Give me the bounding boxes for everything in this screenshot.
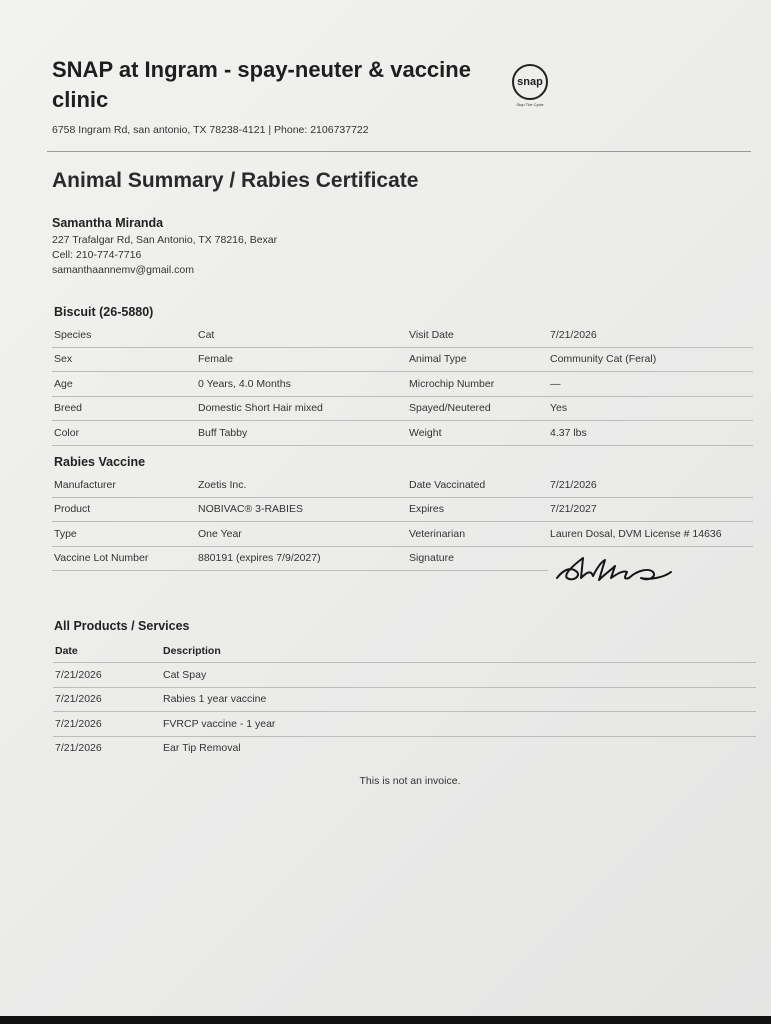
- field-label: Date Vaccinated: [407, 473, 548, 497]
- table-row: [52, 396, 753, 421]
- service-description: FVRCP vaccine - 1 year: [161, 712, 756, 737]
- table-row: [52, 323, 753, 347]
- service-date: 7/21/2026: [53, 712, 161, 737]
- field-label: Expires: [407, 497, 548, 522]
- field-value: 880191 (expires 7/9/2027): [196, 546, 407, 571]
- field-value: Community Cat (Feral): [548, 347, 753, 372]
- clinic-address: 6758 Ingram Rd, san antonio, TX 78238-4121 | Phone: 2106737722: [52, 124, 369, 136]
- photo-bottom-edge: [0, 1016, 771, 1024]
- field-value: 7/21/2026: [548, 323, 753, 347]
- table-row: [52, 347, 753, 372]
- field-label: Type: [52, 522, 196, 547]
- service-date: 7/21/2026: [53, 687, 161, 712]
- document-title: Animal Summary / Rabies Certificate: [52, 169, 419, 192]
- snap-logo-tagline: Stop The Cycle: [516, 102, 544, 107]
- not-an-invoice-note: This is not an invoice.: [359, 775, 461, 787]
- field-value: NOBIVAC® 3-RABIES: [196, 497, 407, 522]
- field-value: Cat: [196, 323, 407, 347]
- owner-cell: Cell: 210-774-7716: [52, 249, 142, 261]
- field-value: 7/21/2027: [548, 497, 753, 522]
- field-value: —: [548, 372, 753, 397]
- animal-details-table: [52, 323, 753, 446]
- field-label: Weight: [407, 421, 548, 446]
- field-label: Vaccine Lot Number: [52, 546, 196, 571]
- field-label: Spayed/Neutered: [407, 396, 548, 421]
- field-label: Microchip Number: [407, 372, 548, 397]
- table-row: [52, 522, 753, 547]
- products-section-title: All Products / Services: [54, 619, 190, 633]
- products-table: [53, 640, 756, 760]
- snap-logo: [508, 64, 552, 110]
- field-label: Manufacturer: [52, 473, 196, 497]
- field-value: Yes: [548, 396, 753, 421]
- column-header-description: Description: [161, 640, 756, 663]
- table-row: [52, 473, 753, 497]
- table-header-row: [53, 640, 756, 663]
- table-row: [53, 736, 756, 760]
- field-label: Sex: [52, 347, 196, 372]
- animal-section-title: Biscuit (26-5880): [54, 305, 154, 319]
- table-row: [53, 687, 756, 712]
- veterinarian-signature: [553, 548, 683, 590]
- service-description: Cat Spay: [161, 663, 756, 688]
- service-date: 7/21/2026: [53, 663, 161, 688]
- owner-name: Samantha Miranda: [52, 216, 164, 230]
- snap-logo-circle: snap: [512, 64, 548, 100]
- header-divider: [47, 151, 751, 152]
- table-row: [52, 497, 753, 522]
- field-label: Signature: [407, 546, 548, 571]
- field-label: Animal Type: [407, 347, 548, 372]
- field-label: Product: [52, 497, 196, 522]
- service-description: Ear Tip Removal: [163, 742, 241, 755]
- field-value: Buff Tabby: [196, 421, 407, 446]
- table-row: [53, 663, 756, 688]
- table-row: [52, 372, 753, 397]
- field-value: 7/21/2026: [548, 473, 753, 497]
- field-label: Age: [52, 372, 196, 397]
- field-value: Female: [196, 347, 407, 372]
- field-label: Breed: [52, 396, 196, 421]
- field-value: 4.37 lbs: [548, 421, 753, 446]
- field-label: Color: [52, 421, 196, 446]
- field-value: 0 Years, 4.0 Months: [196, 372, 407, 397]
- field-value: Zoetis Inc.: [196, 473, 407, 497]
- field-label: Visit Date: [407, 323, 548, 347]
- field-value: One Year: [196, 522, 407, 547]
- field-value: Lauren Dosal, DVM License # 14636: [548, 522, 753, 547]
- clinic-name: SNAP at Ingram - spay-neuter & vaccine clinic: [52, 57, 471, 112]
- owner-email: samanthaannemv@gmail.com: [52, 264, 194, 276]
- column-header-date: Date: [53, 640, 161, 663]
- service-description: Rabies 1 year vaccine: [161, 687, 756, 712]
- owner-address: 227 Trafalgar Rd, San Antonio, TX 78216, Bexar: [52, 234, 278, 246]
- owner-info: [52, 216, 277, 278]
- service-date: 7/21/2026: [55, 742, 102, 755]
- field-value: Domestic Short Hair mixed: [196, 396, 407, 421]
- table-row: [53, 712, 756, 737]
- table-row: [52, 421, 753, 446]
- field-label: Species: [52, 323, 196, 347]
- rabies-section-title: Rabies Vaccine: [54, 455, 146, 469]
- field-label: Veterinarian: [407, 522, 548, 547]
